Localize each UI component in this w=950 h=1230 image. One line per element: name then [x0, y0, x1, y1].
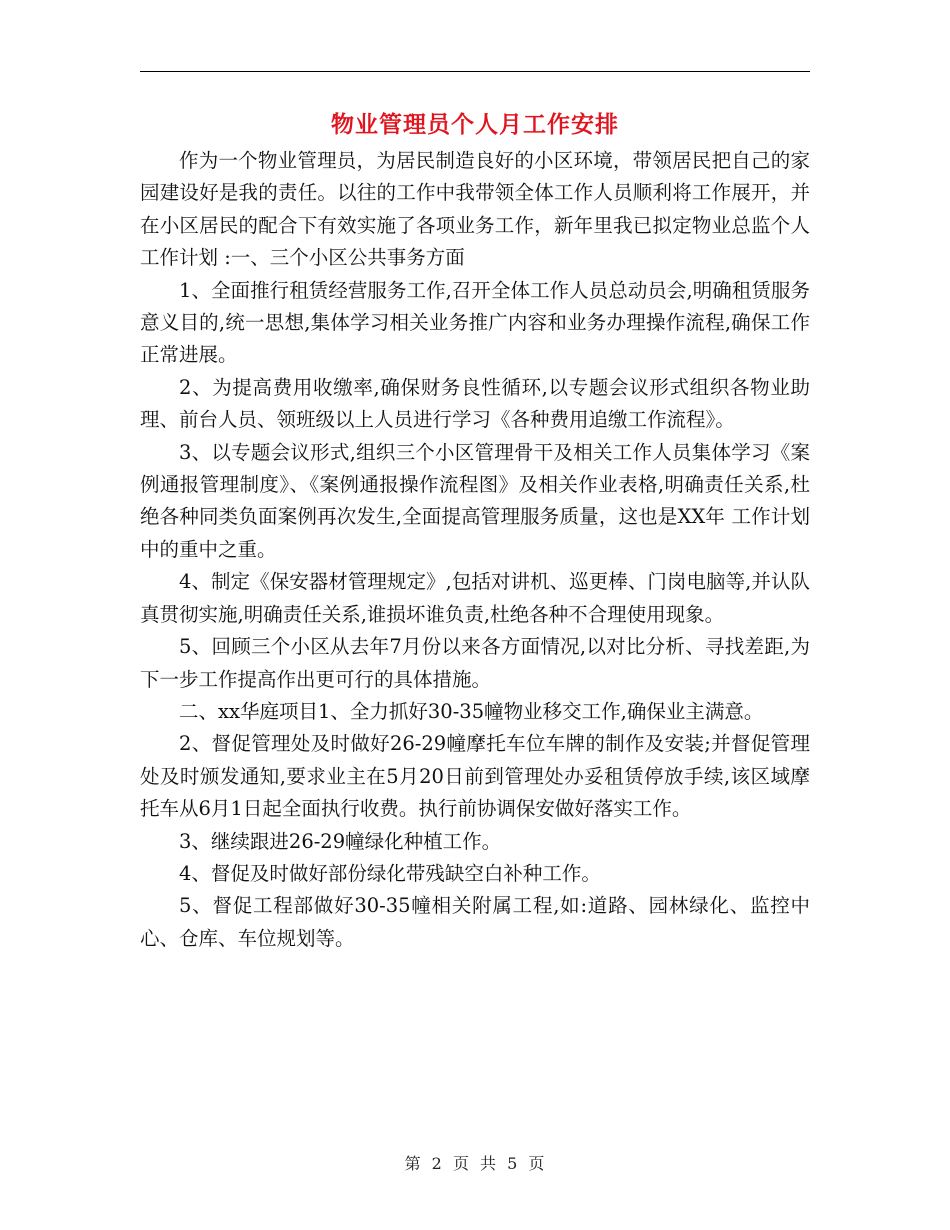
paragraph-item-2: 2、为提高费用收缴率,确保财务良性循环,以专题会议形式组织各物业助理、前台人员、领班级以上人员进行学习《各种费用追缴工作流程》。 [140, 375, 810, 432]
document-title: 物业管理员个人月工作安排 [331, 111, 619, 138]
page-number-footer: 第 2 页 共 5 页 [404, 1154, 546, 1173]
paragraph-section-2: 二、xx华庭项目1、全力抓好30-35幢物业移交工作,确保业主满意。 [179, 699, 764, 723]
paragraph-item-4: 4、制定《保安器材管理规定》,包括对讲机、巡更棒、门岗电脑等,并认队真贯彻实施,明确责任关系,谁损坏谁负责,杜绝各种不合理使用现象。 [140, 570, 810, 626]
paragraph-item-1: 1、全面推行租赁经营服务工作,召开全体工作人员总动员会,明确租赁服务意义目的,统一思想,集体学习相关业务推广内容和业务办理操作流程,确保工作正常进展。 [140, 278, 810, 367]
paragraph-section-2-item-5: 5、督促工程部做好30-35幢相关附属工程,如:道路、园林绿化、监控中心、仓库、车位规划等。 [140, 894, 810, 950]
paragraph-item-3: 3、以专题会议形式,组织三个小区管理骨干及相关工作人员集体学习《案例通报管理制度》、《案例通报操作流程图》及相关作业表格,明确责任关系,杜绝各种同类负面案例再次发生,全面提高管理服务质量，这也是XX年 工作计划 中的重中之重。 [140, 440, 810, 561]
paragraph-section-2-item-2: 2、督促管理处及时做好26-29幢摩托车位车牌的制作及安装;并督促管理处及时颁发通知,要求业主在5月20日前到管理处办妥租赁停放手续,该区域摩托车从6月1日起全面执行收费。执行前协调保安做好落实工作。 [140, 732, 810, 821]
paragraph-intro: 作为一个物业管理员，为居民制造良好的小区环境，带领居民把自己的家园建设好是我的责任。以往的工作中我带领全体工作人员顺利将工作展开，并在小区居民的配合下有效实施了各项业务工作，新年里我已拟定物业总监个人 工作计划 :一、三个小区公共事务方面 [140, 149, 810, 270]
document-body [140, 145, 810, 955]
paragraph-section-2-item-3: 3、继续跟进26-29幢绿化种植工作。 [179, 829, 502, 853]
paragraph-item-5: 5、回顾三个小区从去年7月份以来各方面情况,以对比分析、寻找差距,为下一步工作提高作出更可行的具体措施。 [140, 635, 810, 691]
paragraph-section-2-item-4: 4、督促及时做好部份绿化带残缺空白补种工作。 [179, 861, 601, 885]
header-rule [140, 71, 810, 72]
